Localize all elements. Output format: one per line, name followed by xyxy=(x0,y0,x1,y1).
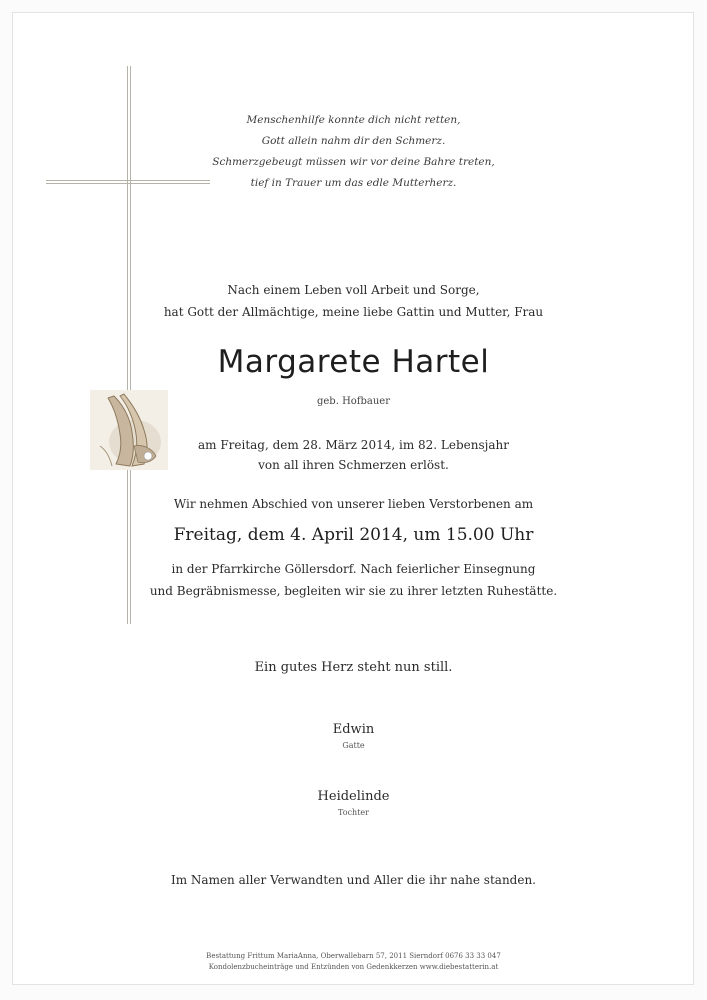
death-notice xyxy=(0,435,707,475)
footer-line: Kondolenzbucheinträge und Entzünden von Gedenkkerzen www.diebestatterin.at xyxy=(208,963,499,971)
farewell-text: Wir nehmen Abschied von unserer lieben Verstorbenen am xyxy=(173,497,534,511)
mourner xyxy=(0,789,707,817)
poem-line: Gott allein nahm dir den Schmerz. xyxy=(261,135,446,147)
mourner xyxy=(0,722,707,750)
death-line: von all ihren Schmerzen erlöst. xyxy=(258,458,449,472)
intro-text xyxy=(0,279,707,323)
mourner-relation: Gatte xyxy=(342,741,365,750)
mourner-name: Edwin xyxy=(332,722,375,737)
intro-line: hat Gott der Allmächtige, meine liebe Gattin und Mutter, Frau xyxy=(163,305,544,319)
poem-line: Schmerzgebeugt müssen wir vor deine Bahre treten, xyxy=(212,156,495,168)
maiden-name: geb. Hofbauer xyxy=(316,396,391,407)
poem-line: tief in Trauer um das edle Mutterherz. xyxy=(250,177,457,189)
motto: Ein gutes Herz steht nun still. xyxy=(254,660,453,675)
deceased-name: Margarete Hartel xyxy=(217,344,490,380)
funeral-date: Freitag, dem 4. April 2014, um 15.00 Uhr xyxy=(173,525,534,545)
mourner-name: Heidelinde xyxy=(317,789,390,804)
intro-line: Nach einem Leben voll Arbeit und Sorge, xyxy=(227,283,480,297)
footer xyxy=(0,951,707,973)
closing-text: Im Namen aller Verwandten und Aller die ihr nahe standen. xyxy=(170,873,536,887)
ceremony-line: und Begräbnismesse, begleiten wir sie zu ihrer letzten Ruhestätte. xyxy=(149,584,558,598)
death-line: am Freitag, dem 28. März 2014, im 82. Lebensjahr xyxy=(197,438,509,452)
mourner-relation: Tochter xyxy=(338,808,369,817)
ceremony-line: in der Pfarrkirche Göllersdorf. Nach feierlicher Einsegnung xyxy=(171,562,536,576)
poem xyxy=(0,110,707,194)
ceremony-text xyxy=(0,558,707,602)
poem-line: Menschenhilfe konnte dich nicht retten, xyxy=(246,114,461,126)
footer-line: Bestattung Frittum MariaAnna, Oberwallebarn 57, 2011 Sierndorf 0676 33 33 047 xyxy=(206,952,501,960)
